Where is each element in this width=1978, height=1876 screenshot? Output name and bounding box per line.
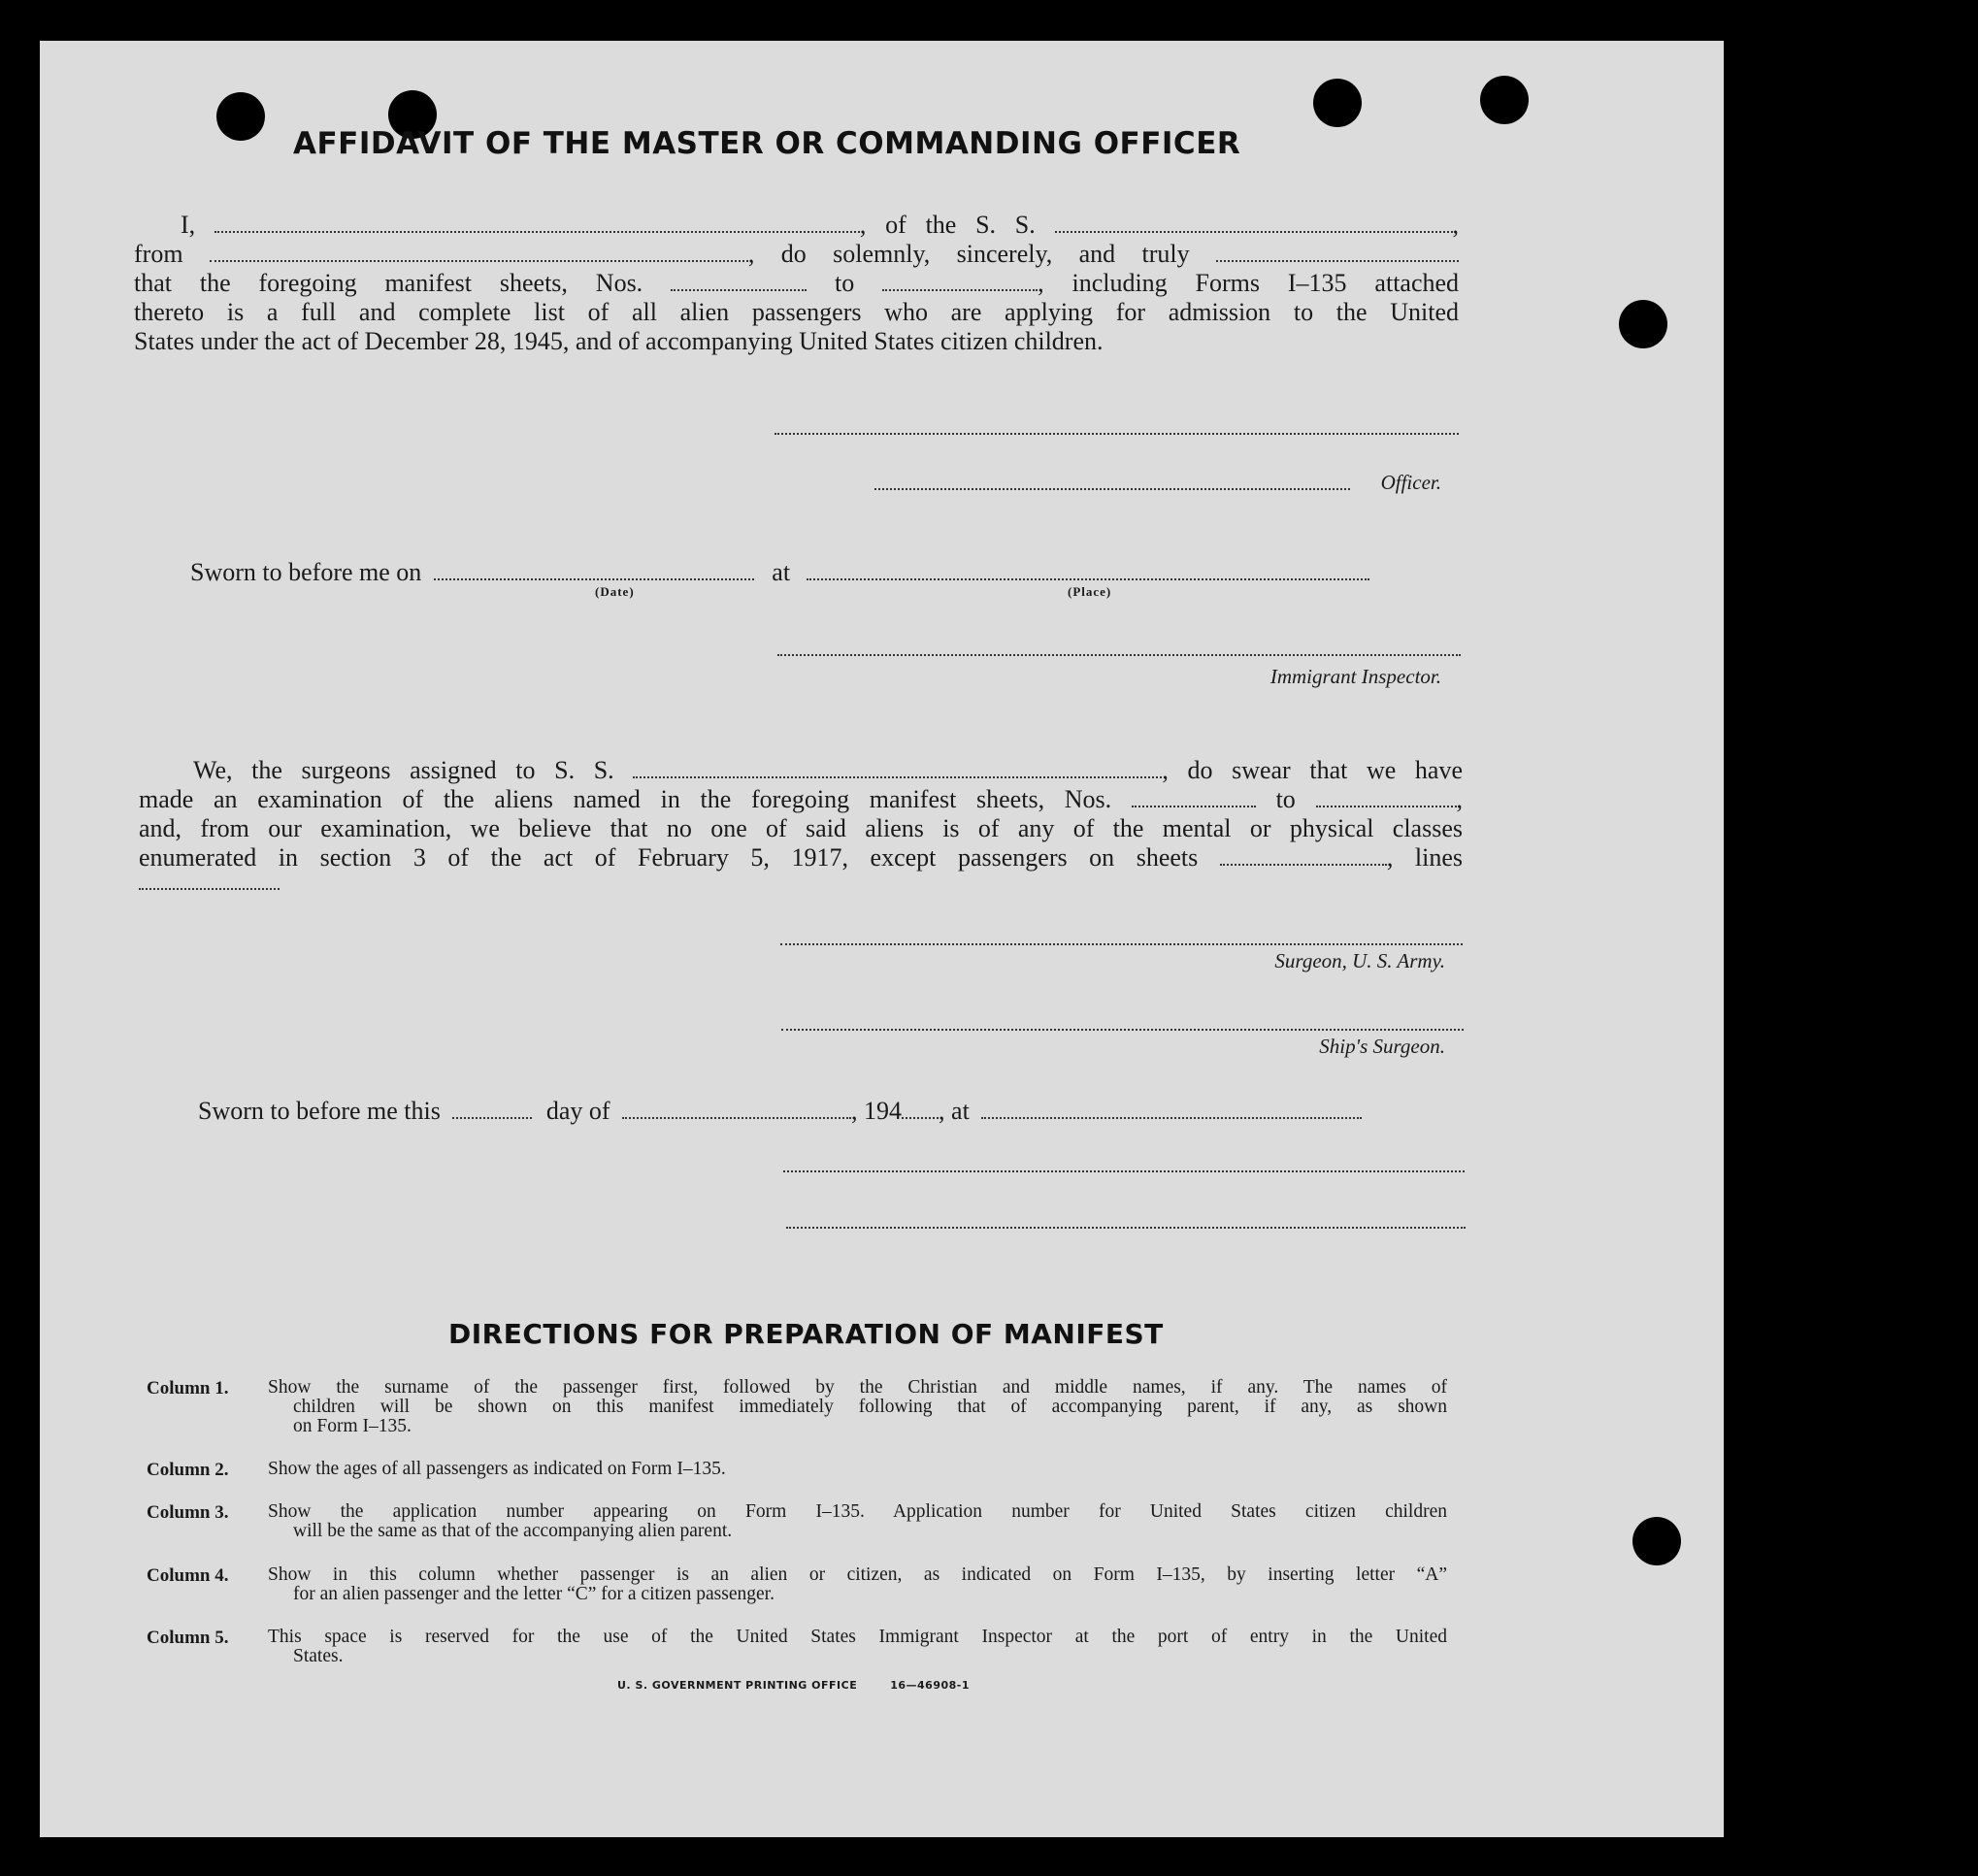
surgeons-swear-text: , do swear that we have [1162, 756, 1463, 784]
direction-line: on Form I–135. [293, 1416, 412, 1436]
affidavit-forms-text: , including Forms I–135 attached [1038, 269, 1460, 297]
affidavit-line-4: thereto is a full and complete list of all alien passengers who are applying for admission to the United [134, 298, 1459, 326]
official-signature-line[interactable] [783, 1170, 1465, 1172]
officer-signature-line[interactable] [775, 433, 1459, 435]
sheet-to-field[interactable] [882, 272, 1038, 291]
affidavit-comma: , [1452, 211, 1460, 239]
surgeons-line-3: and, from our examination, we believe that no one of said aliens is of any of the mental or physical classes [139, 814, 1463, 842]
officer-label: Officer. [1380, 471, 1441, 494]
direction-line: children will be shown on this manifest immediately following that of accompanying parent, if any, as shown [293, 1397, 1447, 1417]
surgeons-to-text: to [1275, 785, 1296, 813]
excepted-lines-field[interactable] [139, 888, 280, 890]
ship-surgeon-label: Ship's Surgeon. [1319, 1035, 1445, 1058]
ship-surgeon-signature-line[interactable] [781, 1029, 1464, 1031]
ship-name-field[interactable] [1055, 214, 1453, 233]
departure-port-field[interactable] [210, 243, 748, 262]
printer-footer [617, 1679, 970, 1692]
inspector-signature-line[interactable] [777, 654, 1461, 656]
surgeons-enumerated-text: enumerated in section 3 of the act of February 5, 1917, except passengers on sheets [139, 843, 1199, 872]
surgeons-comma: , [1456, 785, 1464, 813]
sworn-day-field[interactable] [452, 1100, 532, 1119]
affidavit-solemnly-text: , do solemnly, sincerely, and truly [747, 240, 1190, 268]
direction-label: Column 2. [147, 1460, 229, 1480]
direction-line: Show the surname of the passenger first, followed by the Christian and middle names, if any. The names of [268, 1377, 1447, 1398]
form-sheet [40, 41, 1724, 1837]
sworn-before-text: Sworn to before me on [190, 558, 422, 586]
sworn-at-comma-text: , at [939, 1097, 970, 1125]
direction-line: Show in this column whether passenger is an alien or citizen, as indicated on Form I–135, by inserting letter “A” [268, 1564, 1447, 1585]
sworn-before-line [190, 558, 1369, 587]
direction-label: Column 3. [147, 1502, 229, 1523]
directions-title: DIRECTIONS FOR PREPARATION OF MANIFEST [448, 1318, 1164, 1350]
sworn-month-field[interactable] [622, 1100, 851, 1119]
sworn-at-text: at [772, 558, 791, 586]
affidavit-from-text: from [134, 240, 183, 268]
surgeons-examination-text: made an examination of the aliens named in the foregoing manifest sheets, Nos. [139, 785, 1112, 813]
surgeons-assigned-text: We, the surgeons assigned to S. S. [193, 756, 614, 784]
army-surgeon-label: Surgeon, U. S. Army. [1274, 949, 1445, 972]
affidavit-line-1 [134, 211, 1459, 240]
affidavit-title: AFFIDAVIT OF THE MASTER OR COMMANDING OFFICER [293, 126, 1241, 161]
direction-line: States. [293, 1646, 344, 1666]
affidavit-oath-field[interactable] [1216, 243, 1459, 262]
affidavit-line-5: States under the act of December 28, 1945, and of accompanying United States citizen children. [134, 327, 1104, 355]
affidavit-line-2 [134, 240, 1459, 269]
sworn-place-field[interactable] [807, 561, 1369, 580]
sworn-day-of-text: day of [545, 1097, 610, 1125]
affidavit-sheets-text: that the foregoing manifest sheets, Nos. [134, 269, 643, 297]
sworn-year-field[interactable] [902, 1100, 939, 1119]
excepted-sheets-field[interactable] [1220, 846, 1387, 866]
master-name-field[interactable] [214, 214, 860, 233]
affidavit-of-ss-text: , of the S. S. [859, 211, 1036, 239]
inspector-label: Immigrant Inspector. [1269, 665, 1441, 688]
direction-line: Show the application number appearing on Form I–135. Application number for United States citizen children [268, 1501, 1447, 1522]
surgeons-line-1 [139, 756, 1463, 785]
official-title-line[interactable] [786, 1227, 1466, 1229]
punch-hole [1480, 76, 1529, 124]
direction-line: for an alien passenger and the letter “C” for a citizen passenger. [293, 1584, 775, 1604]
direction-line: This space is reserved for the use of the United States Immigrant Inspector at the port of entry in the United [268, 1627, 1447, 1647]
sworn-this-text: Sworn to before me this [198, 1097, 441, 1125]
sworn-year-text: , 194 [851, 1097, 903, 1125]
sworn-location-field[interactable] [981, 1100, 1362, 1119]
affidavit-to-text: to [834, 269, 855, 297]
sworn-date-field[interactable] [434, 561, 754, 580]
exam-sheet-from-field[interactable] [1132, 788, 1256, 807]
direction-label: Column 4. [147, 1565, 229, 1586]
sworn-this-day-line [198, 1097, 1362, 1126]
sheet-from-field[interactable] [671, 272, 807, 291]
direction-text [268, 1565, 1447, 1604]
direction-text [268, 1460, 1447, 1479]
punch-hole [1632, 1517, 1681, 1565]
direction-text [268, 1502, 1447, 1541]
officer-name-line[interactable] [874, 488, 1350, 490]
surgeons-line-2 [139, 785, 1463, 814]
direction-text [268, 1628, 1447, 1666]
punch-hole [1313, 79, 1362, 127]
direction-label: Column 5. [147, 1628, 229, 1648]
punch-hole [216, 92, 265, 141]
surgeons-line-4 [139, 843, 1463, 872]
direction-text [268, 1378, 1447, 1436]
printer-name: U. S. GOVERNMENT PRINTING OFFICE [617, 1679, 858, 1692]
date-caption: (Date) [595, 584, 635, 599]
direction-label: Column 1. [147, 1378, 229, 1399]
army-surgeon-signature-line[interactable] [780, 943, 1463, 945]
form-number: 16—46908-1 [890, 1679, 971, 1692]
exam-sheet-to-field[interactable] [1316, 788, 1457, 807]
surgeons-lines-text: , lines [1386, 843, 1463, 872]
direction-line: Show the ages of all passengers as indicated on Form I–135. [268, 1459, 726, 1479]
direction-line: will be the same as that of the accompanying alien parent. [293, 1521, 733, 1541]
punch-hole [1619, 300, 1667, 348]
affidavit-line-3 [134, 269, 1459, 298]
surgeon-ship-field[interactable] [633, 759, 1162, 778]
place-caption: (Place) [1068, 584, 1112, 599]
affidavit-i-text: I, [181, 211, 196, 239]
